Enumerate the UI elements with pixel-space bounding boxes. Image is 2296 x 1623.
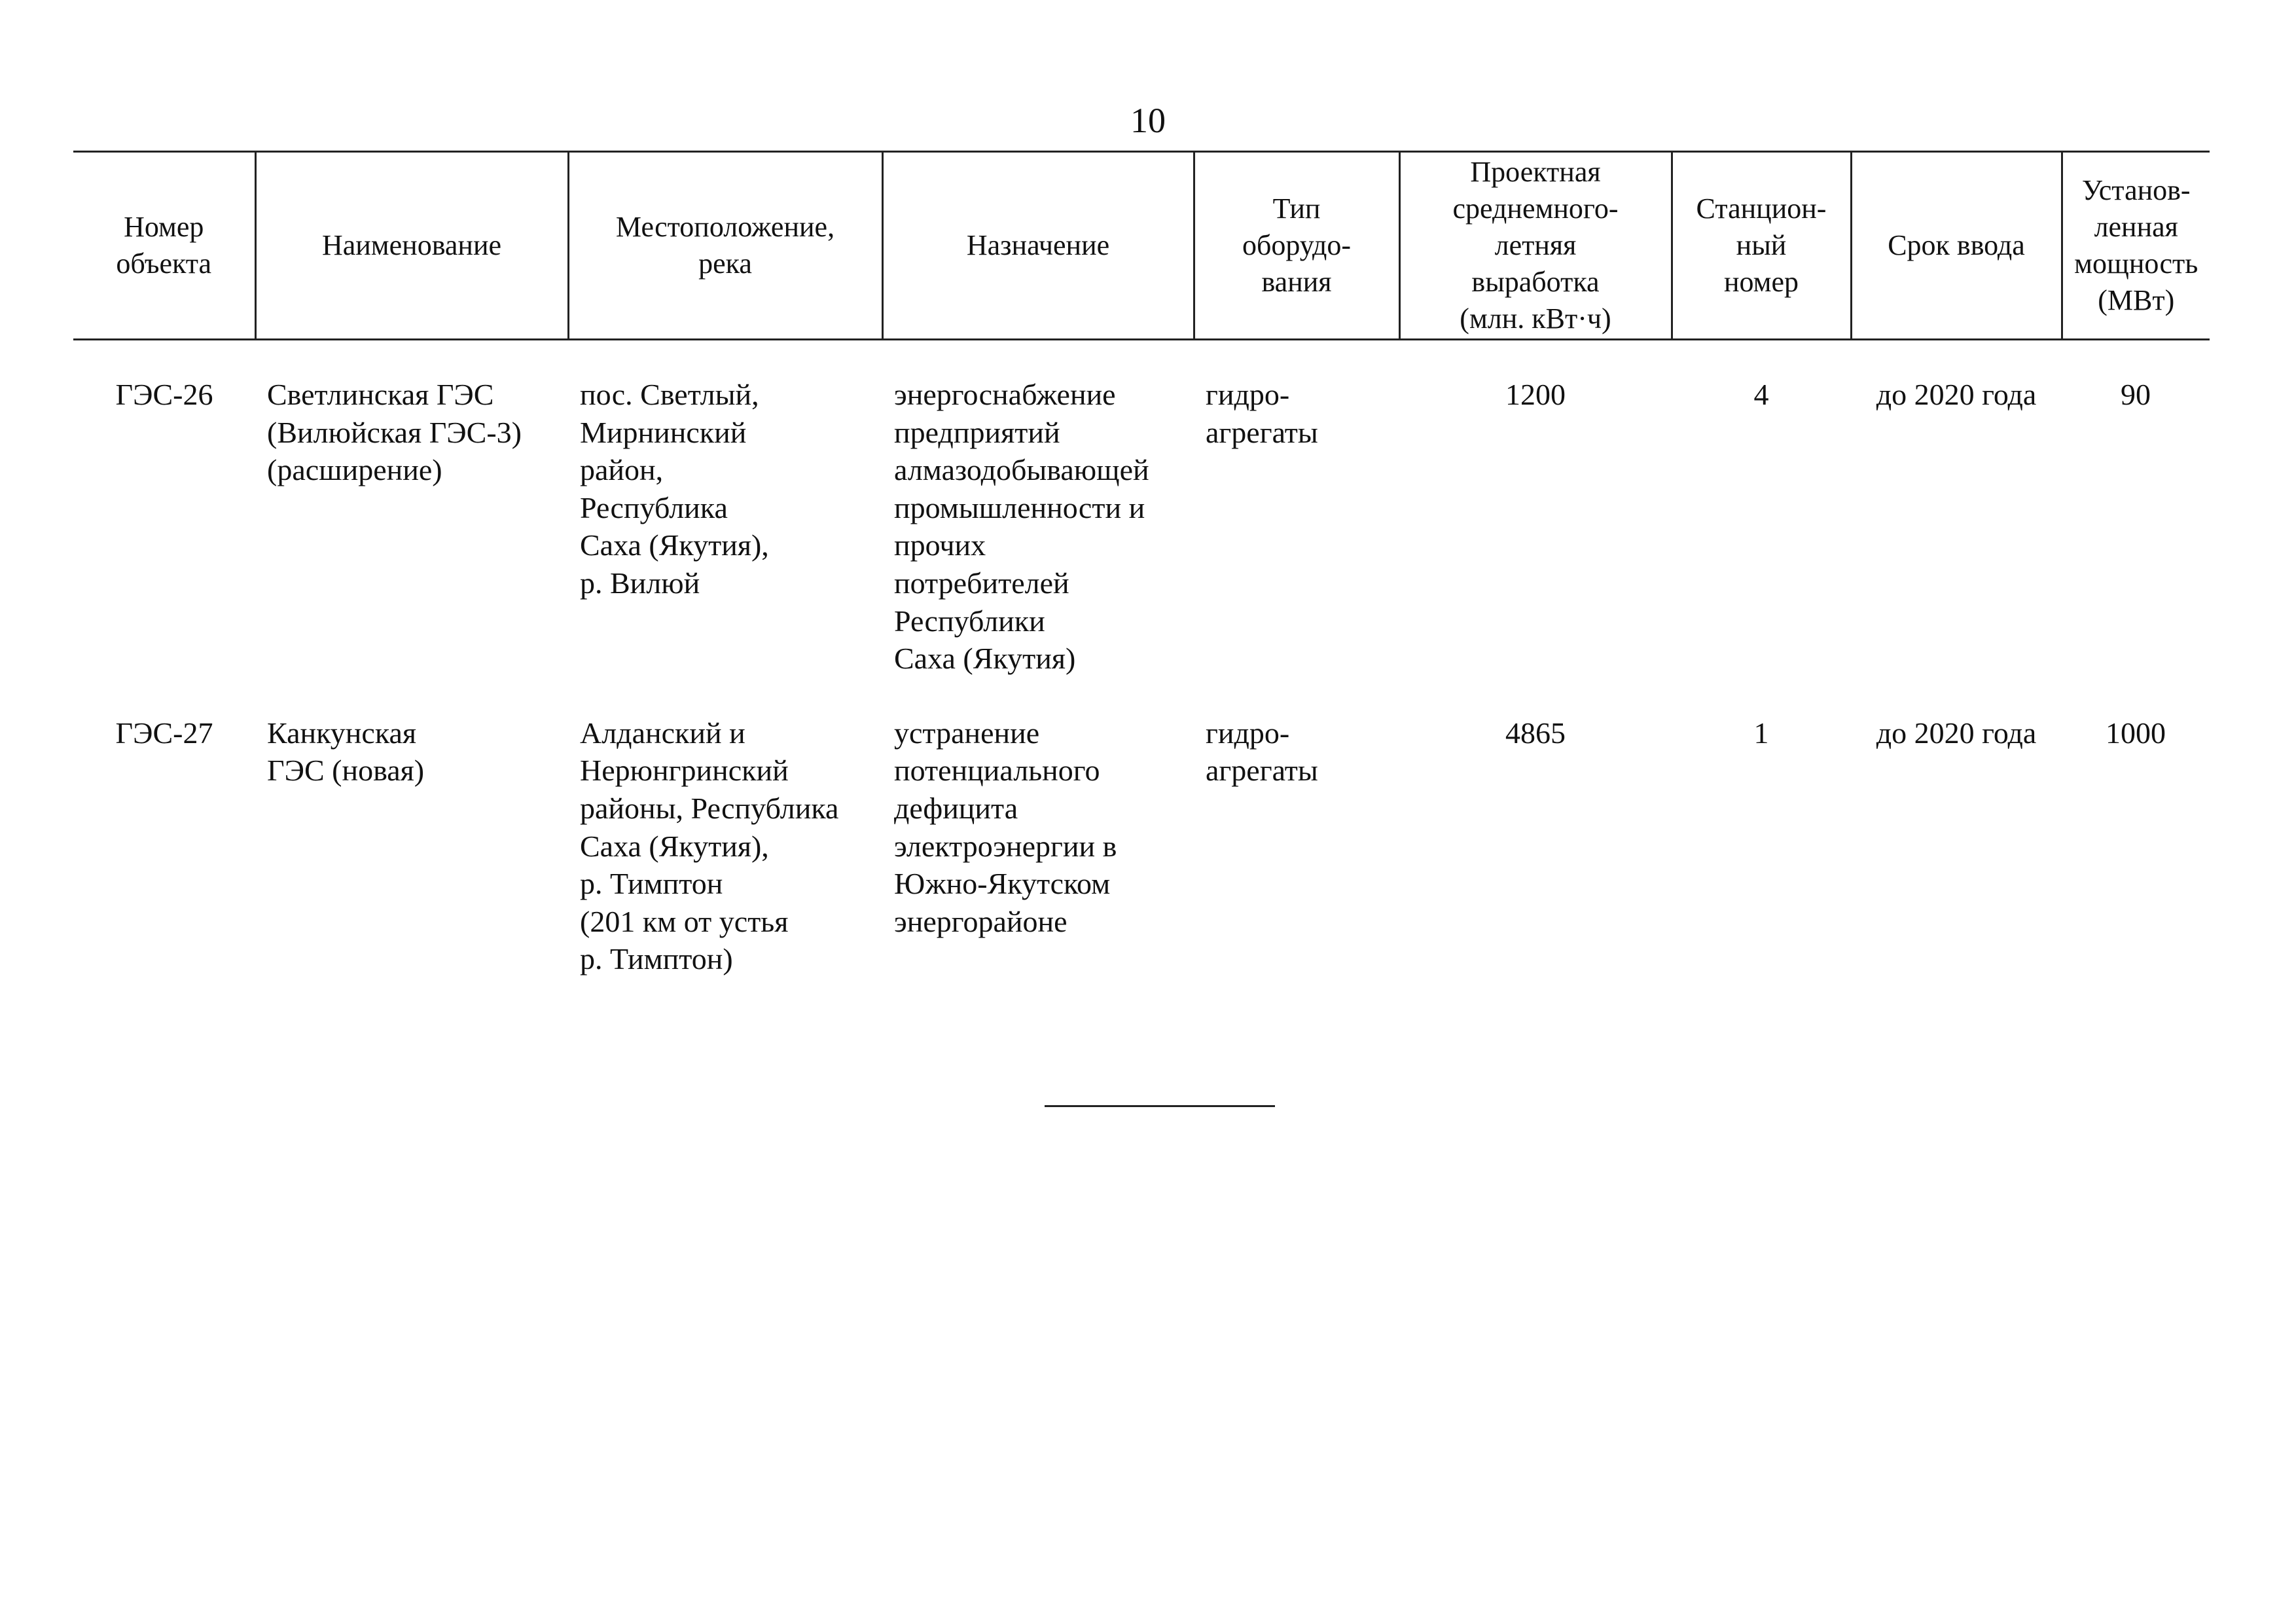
cell-commissioning-date: до 2020 года <box>1876 716 2037 750</box>
header-equipment-type: Тип оборудо- вания <box>1194 152 1399 340</box>
cell-purpose: устранение потенциального дефицита электроэнергии в Южно-Якутском энергорайоне <box>894 716 1117 938</box>
cell-equipment-type: гидро- агрегаты <box>1206 716 1318 788</box>
cell-station-number: 1 <box>1753 716 1769 750</box>
header-name: Наименование <box>255 152 568 340</box>
header-purpose: Назначение <box>882 152 1194 340</box>
cell-purpose: энергоснабжение предприятий алмазодобывающей промышленности и прочих потребителей Республики Саха (Якутия) <box>894 378 1149 676</box>
cell-design-output: 4865 <box>1505 716 1566 750</box>
cell-name: Светлинская ГЭС (Вилюйская ГЭС-3) (расширение) <box>267 378 522 487</box>
cell-installed-capacity: 1000 <box>2106 716 2166 750</box>
header-location: Местоположение, река <box>568 152 882 340</box>
header-commissioning-date: Срок ввода <box>1851 152 2062 340</box>
cell-name: Канкунская ГЭС (новая) <box>267 716 425 788</box>
cell-design-output: 1200 <box>1505 378 1566 411</box>
cell-commissioning-date: до 2020 года <box>1876 378 2037 411</box>
cell-object-number: ГЭС-27 <box>115 716 213 750</box>
cell-location: пос. Светлый, Мирнинский район, Республика Саха (Якутия), р. Вилюй <box>580 378 769 600</box>
cell-location: Алданский и Нерюнгринский районы, Республика Саха (Якутия), р. Тимптон (201 км от устья р. Тимптон) <box>580 716 839 976</box>
page-number: 10 <box>1130 101 1166 140</box>
header-design-output: Проектная среднемного- летняя выработка (млн. кВт·ч) <box>1399 152 1672 340</box>
table-row <box>73 678 2210 978</box>
table-row <box>73 340 2210 678</box>
hydro-stations-table <box>73 151 2210 978</box>
header-object-number: Номер объекта <box>116 211 212 280</box>
cell-object-number: ГЭС-26 <box>115 378 213 411</box>
cell-installed-capacity: 90 <box>2121 378 2151 411</box>
header-station-number: Станцион- ный номер <box>1672 152 1851 340</box>
cell-station-number: 4 <box>1753 378 1769 411</box>
cell-equipment-type: гидро- агрегаты <box>1206 378 1318 449</box>
end-of-table-divider <box>1045 1105 1275 1107</box>
header-installed-capacity: Установ- ленная мощность (МВт) <box>2062 152 2210 340</box>
table-header-row <box>73 152 2210 340</box>
